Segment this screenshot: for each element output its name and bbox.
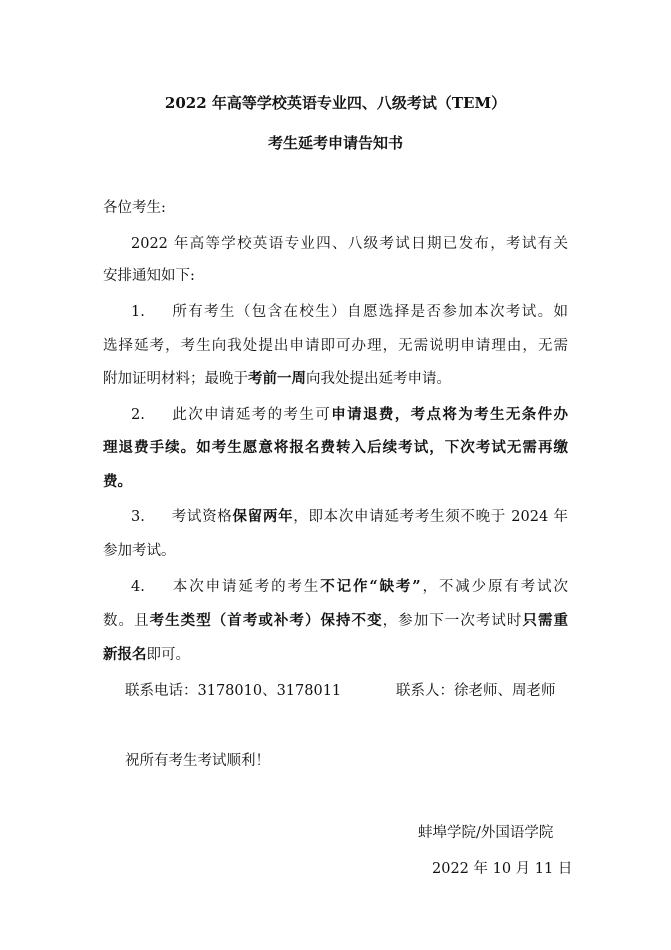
item-2-line-1: 2. 此次申请延考的考生可申请退费，考点将为考生无条件办 (131, 406, 569, 423)
emphasis-two-years: 保留两年 (232, 508, 294, 525)
emphasis-not-absent: 不记作“缺考” (320, 578, 421, 595)
title-line-1: 2022 年高等学校英语专业四、八级考试（TEM） (164, 94, 507, 112)
emphasis-refund: 申请退费，考点将为考生无条件办 (331, 406, 569, 423)
title-line-2: 考生延考申请告知书 (267, 134, 403, 152)
intro-line-2: 安排通知如下: (103, 268, 195, 284)
emphasis-one-week: 考前一周 (248, 370, 306, 387)
item-1-number: 1. (131, 304, 145, 320)
item-3-line-1: 3. 考试资格保留两年，即本次申请延考考生须不晚于 2024 年 (131, 508, 569, 525)
contact-person: 联系人：徐老师、周老师 (396, 683, 556, 699)
item-2-line-2: 理退费手续。如考生愿意将报名费转入后续考试，下次考试无需再缴 (103, 439, 568, 456)
emphasis-reregister: 只需重 (522, 612, 569, 629)
emphasis-exam-type: 考生类型（首考或补考）保持不变 (149, 612, 383, 629)
salutation: 各位考生: (103, 200, 166, 216)
organization-signature: 蚌埠学院/外国语学院 (418, 825, 554, 841)
item-3-line-2: 参加考试。 (103, 543, 176, 559)
item-1-line-2: 选择延考，考生向我处提出申请即可办理，无需说明申请理由，无需 (103, 338, 568, 354)
item-1-line-1: 1. 所有考生（包含在校生）自愿选择是否参加本次考试。如 (131, 304, 568, 320)
item-4-line-3: 新报名即可。 (103, 646, 190, 663)
item-2-number: 2. (131, 407, 145, 423)
contact-phone: 联系电话：3178010、3178011 (125, 683, 342, 699)
item-3-number: 3. (131, 509, 145, 525)
closing-wish: 祝所有考生考试顺利！ (125, 753, 270, 769)
item-4-line-2: 数。且考生类型（首考或补考）保持不变，参加下一次考试时只需重 (103, 612, 569, 629)
item-4-number: 4. (131, 579, 145, 595)
issue-date: 2022 年 10 月 11 日 (432, 861, 573, 877)
item-4-line-1: 4. 本次申请延考的考生不记作“缺考”，不减少原有考试次 (131, 578, 569, 595)
intro-line-1: 2022 年高等学校英语专业四、八级考试日期已发布，考试有关 (131, 236, 568, 252)
item-1-line-3: 附加证明材料；最晚于考前一周向我处提出延考申请。 (103, 370, 451, 387)
item-2-line-3: 费。 (103, 473, 132, 490)
